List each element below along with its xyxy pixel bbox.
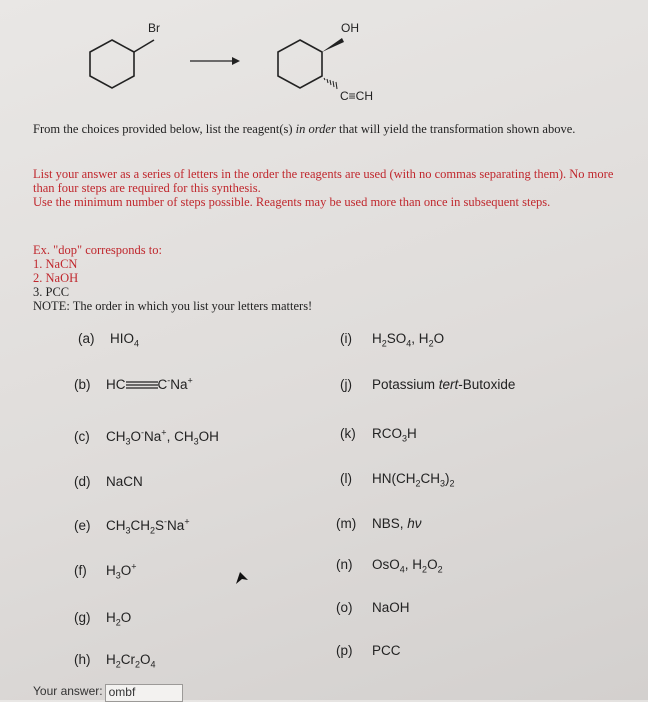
option-j: (j) Potassium tert-Butoxide <box>340 377 516 392</box>
reactant-bond <box>134 40 154 52</box>
option-m: (m) NBS, hν <box>336 516 422 531</box>
answer-input[interactable]: ombf <box>105 684 183 702</box>
example-intro: Ex. "dop" corresponds to: <box>33 243 162 257</box>
option-k: (k) $RCO_3H$ <box>340 426 417 444</box>
answer-label: Your answer: <box>33 684 103 698</box>
option-b: (b) HC C-Na+ <box>74 375 193 392</box>
option-e: (e) $CH_3CH_2S^-Na^+$ <box>74 516 190 536</box>
reactant-br-label: Br <box>148 21 160 35</box>
option-p: (p) PCC <box>336 643 401 658</box>
option-d: (d) NaCN <box>74 474 143 489</box>
option-o: (o) NaOH <box>336 600 410 615</box>
example-note: NOTE: The order in which you list your letters matters! <box>33 299 313 313</box>
option-g: (g) $H_2O$ <box>74 610 132 628</box>
product-hashed-bond <box>324 78 337 89</box>
option-f: (f) $H_3O^+$ <box>74 561 137 581</box>
example-block <box>33 243 623 313</box>
triple-bond-icon <box>126 380 158 390</box>
reactant-ring <box>90 40 134 88</box>
option-h: (h) $H_2Cr_2O_4$ <box>74 652 156 670</box>
arrow-head <box>232 57 240 65</box>
example-step1: 1. NaCN <box>33 257 78 271</box>
example-step2: 2. NaOH <box>33 271 79 285</box>
option-c: (c) $CH_3O^-Na^+$, $CH_3OH$ <box>74 427 219 447</box>
product-alkyne-label: C≡CH <box>340 89 373 103</box>
product-oh-label: OH <box>341 21 359 35</box>
option-i: (i) $H_2SO_4$, $H_2O$ <box>340 331 445 349</box>
instructions-line2: Use the minimum number of steps possible. Reagents may be used more than once in subsequent steps. <box>33 195 551 209</box>
example-step3: 3. PCC <box>33 285 70 299</box>
question-text: From the choices provided below, list the reagent(s) in order that will yield the transformation shown above. <box>33 122 576 136</box>
answer-row <box>33 684 183 702</box>
reaction-scheme <box>60 10 420 120</box>
instructions-line1: List your answer as a series of letters in the order the reagents are used (with no commas separating them). No more than four steps are required for this synthesis. <box>33 167 614 195</box>
mouse-cursor-icon <box>234 570 250 586</box>
option-l: (l) $HN(CH_2CH_3)_2$ <box>340 471 455 489</box>
instructions <box>33 167 623 209</box>
option-n: (n) OsO$_4$, $H_2O_2$ <box>336 557 443 575</box>
product-wedge-bond <box>322 38 344 52</box>
option-a: (a) $HIO_4$ <box>78 331 140 349</box>
product-ring <box>278 40 322 88</box>
